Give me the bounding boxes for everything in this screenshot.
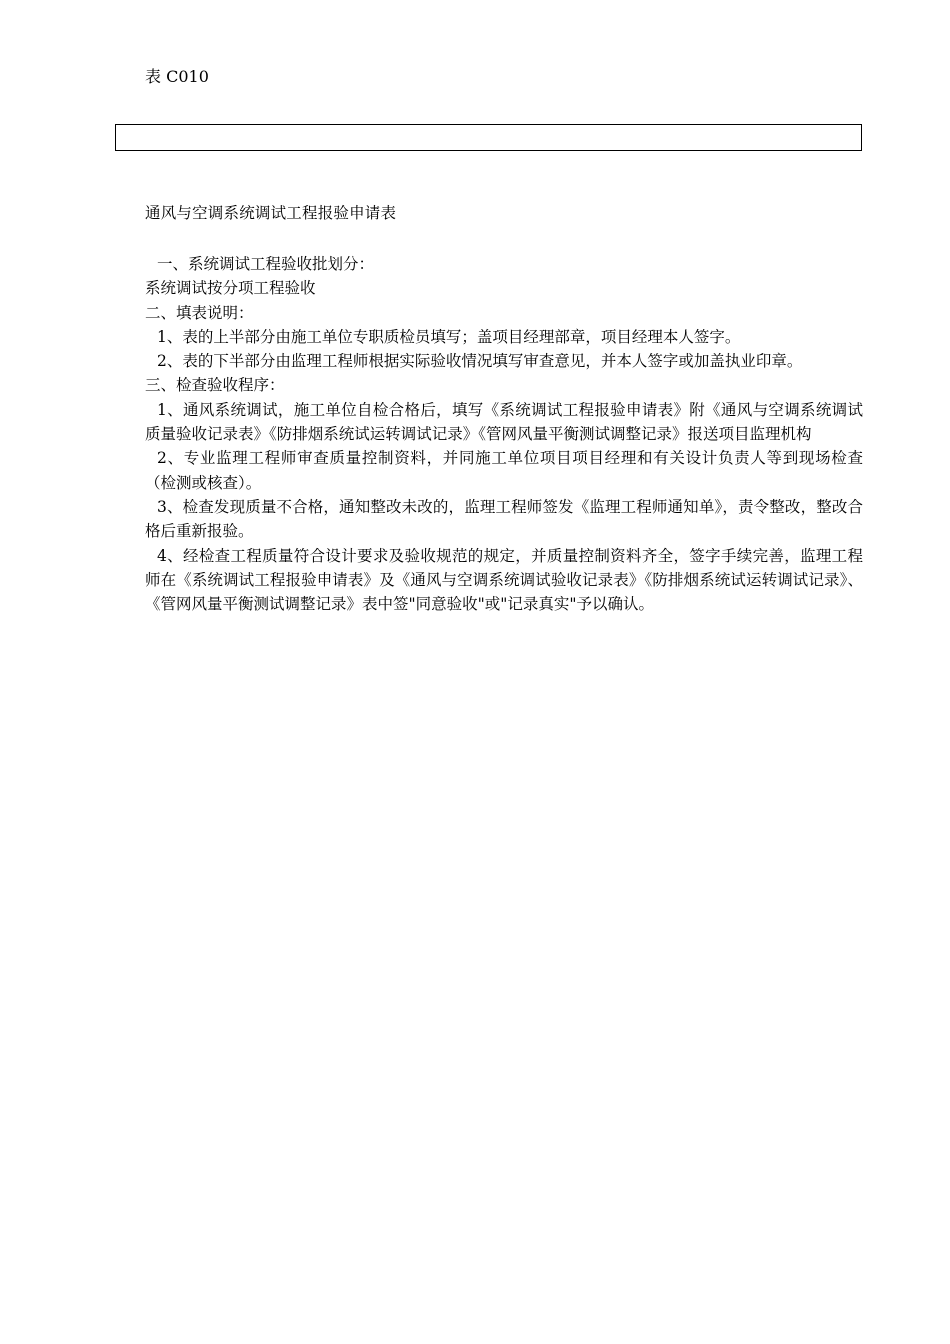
paragraph: 2、专业监理工程师审查质量控制资料，并同施工单位项目项目经理和有关设计负责人等到现场检查（检测或核查）。 xyxy=(145,449,863,492)
header-box xyxy=(115,124,862,151)
paragraph: 2、表的下半部分由监理工程师根据实际验收情况填写审查意见，并本人签字或加盖执业印章。 xyxy=(157,352,803,371)
document-title: 通风与空调系统调试工程报验申请表 xyxy=(145,204,397,222)
instructions-body xyxy=(145,252,863,616)
paragraph: 1、通风系统调试，施工单位自检合格后，填写《系统调试工程报验申请表》附《通风与空调系统调试质量验收记录表》《防排烟系统试运转调试记录》《管网风量平衡测试调整记录》报送项目监理机构 xyxy=(145,400,863,444)
paragraph: 1、表的上半部分由施工单位专职质检员填写；盖项目经理部章，项目经理本人签字。 xyxy=(157,327,741,346)
section-heading-1: 一、系统调试工程验收批划分： xyxy=(157,255,375,273)
section-heading-2: 二、填表说明： xyxy=(145,303,254,322)
section-heading-3: 三、检查验收程序： xyxy=(145,376,285,395)
paragraph: 4、经检查工程质量符合设计要求及验收规范的规定，并质量控制资料齐全，签字手续完善，监理工程师在《系统调试工程报验申请表》及《通风与空调系统调试验收记录表》《防排烟系统试运转调试记录》、《管网风量平衡测试调整记录》表中签"同意验收"或"记录真实"予以确认。 xyxy=(145,546,863,614)
form-code: 表 C010 xyxy=(145,67,209,86)
paragraph: 系统调试按分项工程验收 xyxy=(145,279,316,298)
paragraph: 3、检查发现质量不合格，通知整改未改的，监理工程师签发《监理工程师通知单》，责令整改，整改合格后重新报验。 xyxy=(145,497,863,541)
